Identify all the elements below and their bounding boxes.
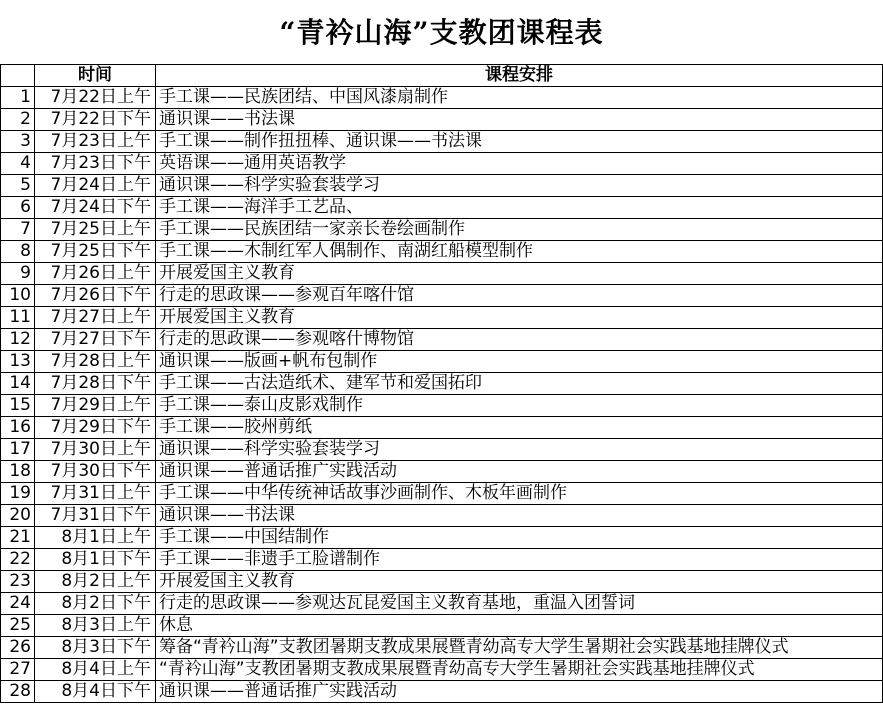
- row-index-cell: 10: [1, 285, 35, 307]
- row-time-cell: 7月30日下午: [35, 461, 156, 483]
- table-row: [1, 87, 883, 109]
- row-index-cell: 9: [1, 263, 35, 285]
- row-index-cell: 25: [1, 615, 35, 637]
- table-row: [1, 659, 883, 681]
- row-time-cell: 8月1日下午: [35, 549, 156, 571]
- row-time-cell: 7月31日下午: [35, 505, 156, 527]
- table-row: [1, 329, 883, 351]
- row-time-cell: 7月23日下午: [35, 153, 156, 175]
- row-index-cell: 1: [1, 87, 35, 109]
- table-row: [1, 417, 883, 439]
- row-course-cell: 行走的思政课——参观喀什博物馆: [156, 329, 883, 351]
- row-time-cell: 8月4日上午: [35, 659, 156, 681]
- row-index-cell: 7: [1, 219, 35, 241]
- row-index-cell: 15: [1, 395, 35, 417]
- row-course-cell: 休息: [156, 615, 883, 637]
- row-time-cell: 7月22日上午: [35, 87, 156, 109]
- table-row: [1, 571, 883, 593]
- row-course-cell: 行走的思政课——参观达瓦昆爱国主义教育基地，重温入团誓词: [156, 593, 883, 615]
- row-index-cell: 26: [1, 637, 35, 659]
- row-course-cell: 开展爱国主义教育: [156, 307, 883, 329]
- row-time-cell: 7月24日下午: [35, 197, 156, 219]
- row-time-cell: 8月3日下午: [35, 637, 156, 659]
- row-index-cell: 6: [1, 197, 35, 219]
- row-index-cell: 11: [1, 307, 35, 329]
- row-course-cell: 通识课——版画+帆布包制作: [156, 351, 883, 373]
- row-index-cell: 12: [1, 329, 35, 351]
- row-time-cell: 7月30日上午: [35, 439, 156, 461]
- row-course-cell: 手工课——海洋手工艺品、: [156, 197, 883, 219]
- row-time-cell: 7月28日下午: [35, 373, 156, 395]
- row-course-cell: 通识课——书法课: [156, 505, 883, 527]
- row-index-cell: 19: [1, 483, 35, 505]
- table-row: [1, 263, 883, 285]
- row-index-cell: 5: [1, 175, 35, 197]
- row-course-cell: “青衿山海”支教团暑期支教成果展暨青幼高专大学生暑期社会实践基地挂牌仪式: [156, 659, 883, 681]
- row-course-cell: 筹备“青衿山海”支教团暑期支教成果展暨青幼高专大学生暑期社会实践基地挂牌仪式: [156, 637, 883, 659]
- row-index-cell: 13: [1, 351, 35, 373]
- row-index-cell: 16: [1, 417, 35, 439]
- row-course-cell: 手工课——民族团结、中国风漆扇制作: [156, 87, 883, 109]
- table-row: [1, 461, 883, 483]
- row-course-cell: 英语课——通用英语教学: [156, 153, 883, 175]
- row-time-cell: 7月25日下午: [35, 241, 156, 263]
- table-row: [1, 483, 883, 505]
- table-row: [1, 505, 883, 527]
- header-row: [1, 65, 883, 87]
- table-row: [1, 307, 883, 329]
- row-course-cell: 通识课——科学实验套装学习: [156, 175, 883, 197]
- row-course-cell: 手工课——泰山皮影戏制作: [156, 395, 883, 417]
- row-course-cell: 通识课——普通话推广实践活动: [156, 461, 883, 483]
- row-course-cell: 手工课——木制红军人偶制作、南湖红船模型制作: [156, 241, 883, 263]
- table-row: [1, 395, 883, 417]
- page-title: “青衿山海”支教团课程表: [279, 16, 604, 49]
- row-course-cell: 手工课——中华传统神话故事沙画制作、木板年画制作: [156, 483, 883, 505]
- row-course-cell: 开展爱国主义教育: [156, 571, 883, 593]
- table-row: [1, 681, 883, 703]
- row-course-cell: 手工课——民族团结一家亲长卷绘画制作: [156, 219, 883, 241]
- table-row: [1, 131, 883, 153]
- row-course-cell: 行走的思政课——参观百年喀什馆: [156, 285, 883, 307]
- row-course-cell: 通识课——书法课: [156, 109, 883, 131]
- header-course: 课程安排: [156, 65, 883, 87]
- header-time: 时间: [35, 65, 156, 87]
- table-row: [1, 439, 883, 461]
- row-index-cell: 3: [1, 131, 35, 153]
- row-course-cell: 手工课——非遗手工脸谱制作: [156, 549, 883, 571]
- row-index-cell: 27: [1, 659, 35, 681]
- row-time-cell: 7月22日下午: [35, 109, 156, 131]
- row-time-cell: 7月27日下午: [35, 329, 156, 351]
- row-index-cell: 22: [1, 549, 35, 571]
- row-course-cell: 通识课——普通话推广实践活动: [156, 681, 883, 703]
- row-time-cell: 7月26日上午: [35, 263, 156, 285]
- row-course-cell: 开展爱国主义教育: [156, 263, 883, 285]
- row-index-cell: 2: [1, 109, 35, 131]
- row-time-cell: 8月1日上午: [35, 527, 156, 549]
- header-index: [1, 65, 35, 87]
- row-index-cell: 18: [1, 461, 35, 483]
- table-row: [1, 527, 883, 549]
- table-row: [1, 637, 883, 659]
- row-course-cell: 手工课——古法造纸术、建军节和爱国拓印: [156, 373, 883, 395]
- row-time-cell: 7月26日下午: [35, 285, 156, 307]
- table-row: [1, 109, 883, 131]
- schedule-table: [0, 64, 883, 703]
- table-row: [1, 615, 883, 637]
- row-time-cell: 8月2日上午: [35, 571, 156, 593]
- row-time-cell: 7月29日上午: [35, 395, 156, 417]
- row-index-cell: 24: [1, 593, 35, 615]
- row-time-cell: 7月25日上午: [35, 219, 156, 241]
- row-time-cell: 7月31日上午: [35, 483, 156, 505]
- row-index-cell: 28: [1, 681, 35, 703]
- row-course-cell: 通识课——科学实验套装学习: [156, 439, 883, 461]
- row-time-cell: 7月29日下午: [35, 417, 156, 439]
- row-index-cell: 20: [1, 505, 35, 527]
- table-row: [1, 285, 883, 307]
- row-index-cell: 14: [1, 373, 35, 395]
- table-row: [1, 373, 883, 395]
- row-time-cell: 7月23日上午: [35, 131, 156, 153]
- row-time-cell: 8月2日下午: [35, 593, 156, 615]
- table-row: [1, 153, 883, 175]
- row-time-cell: 8月4日下午: [35, 681, 156, 703]
- row-index-cell: 21: [1, 527, 35, 549]
- row-index-cell: 17: [1, 439, 35, 461]
- row-course-cell: 手工课——胶州剪纸: [156, 417, 883, 439]
- row-time-cell: 7月28日上午: [35, 351, 156, 373]
- row-time-cell: 7月24日上午: [35, 175, 156, 197]
- table-row: [1, 175, 883, 197]
- table-row: [1, 593, 883, 615]
- table-row: [1, 549, 883, 571]
- row-time-cell: 8月3日上午: [35, 615, 156, 637]
- table-row: [1, 351, 883, 373]
- table-row: [1, 219, 883, 241]
- row-index-cell: 4: [1, 153, 35, 175]
- table-row: [1, 241, 883, 263]
- row-course-cell: 手工课——中国结制作: [156, 527, 883, 549]
- row-time-cell: 7月27日上午: [35, 307, 156, 329]
- table-row: [1, 197, 883, 219]
- row-course-cell: 手工课——制作扭扭棒、通识课——书法课: [156, 131, 883, 153]
- row-index-cell: 23: [1, 571, 35, 593]
- row-index-cell: 8: [1, 241, 35, 263]
